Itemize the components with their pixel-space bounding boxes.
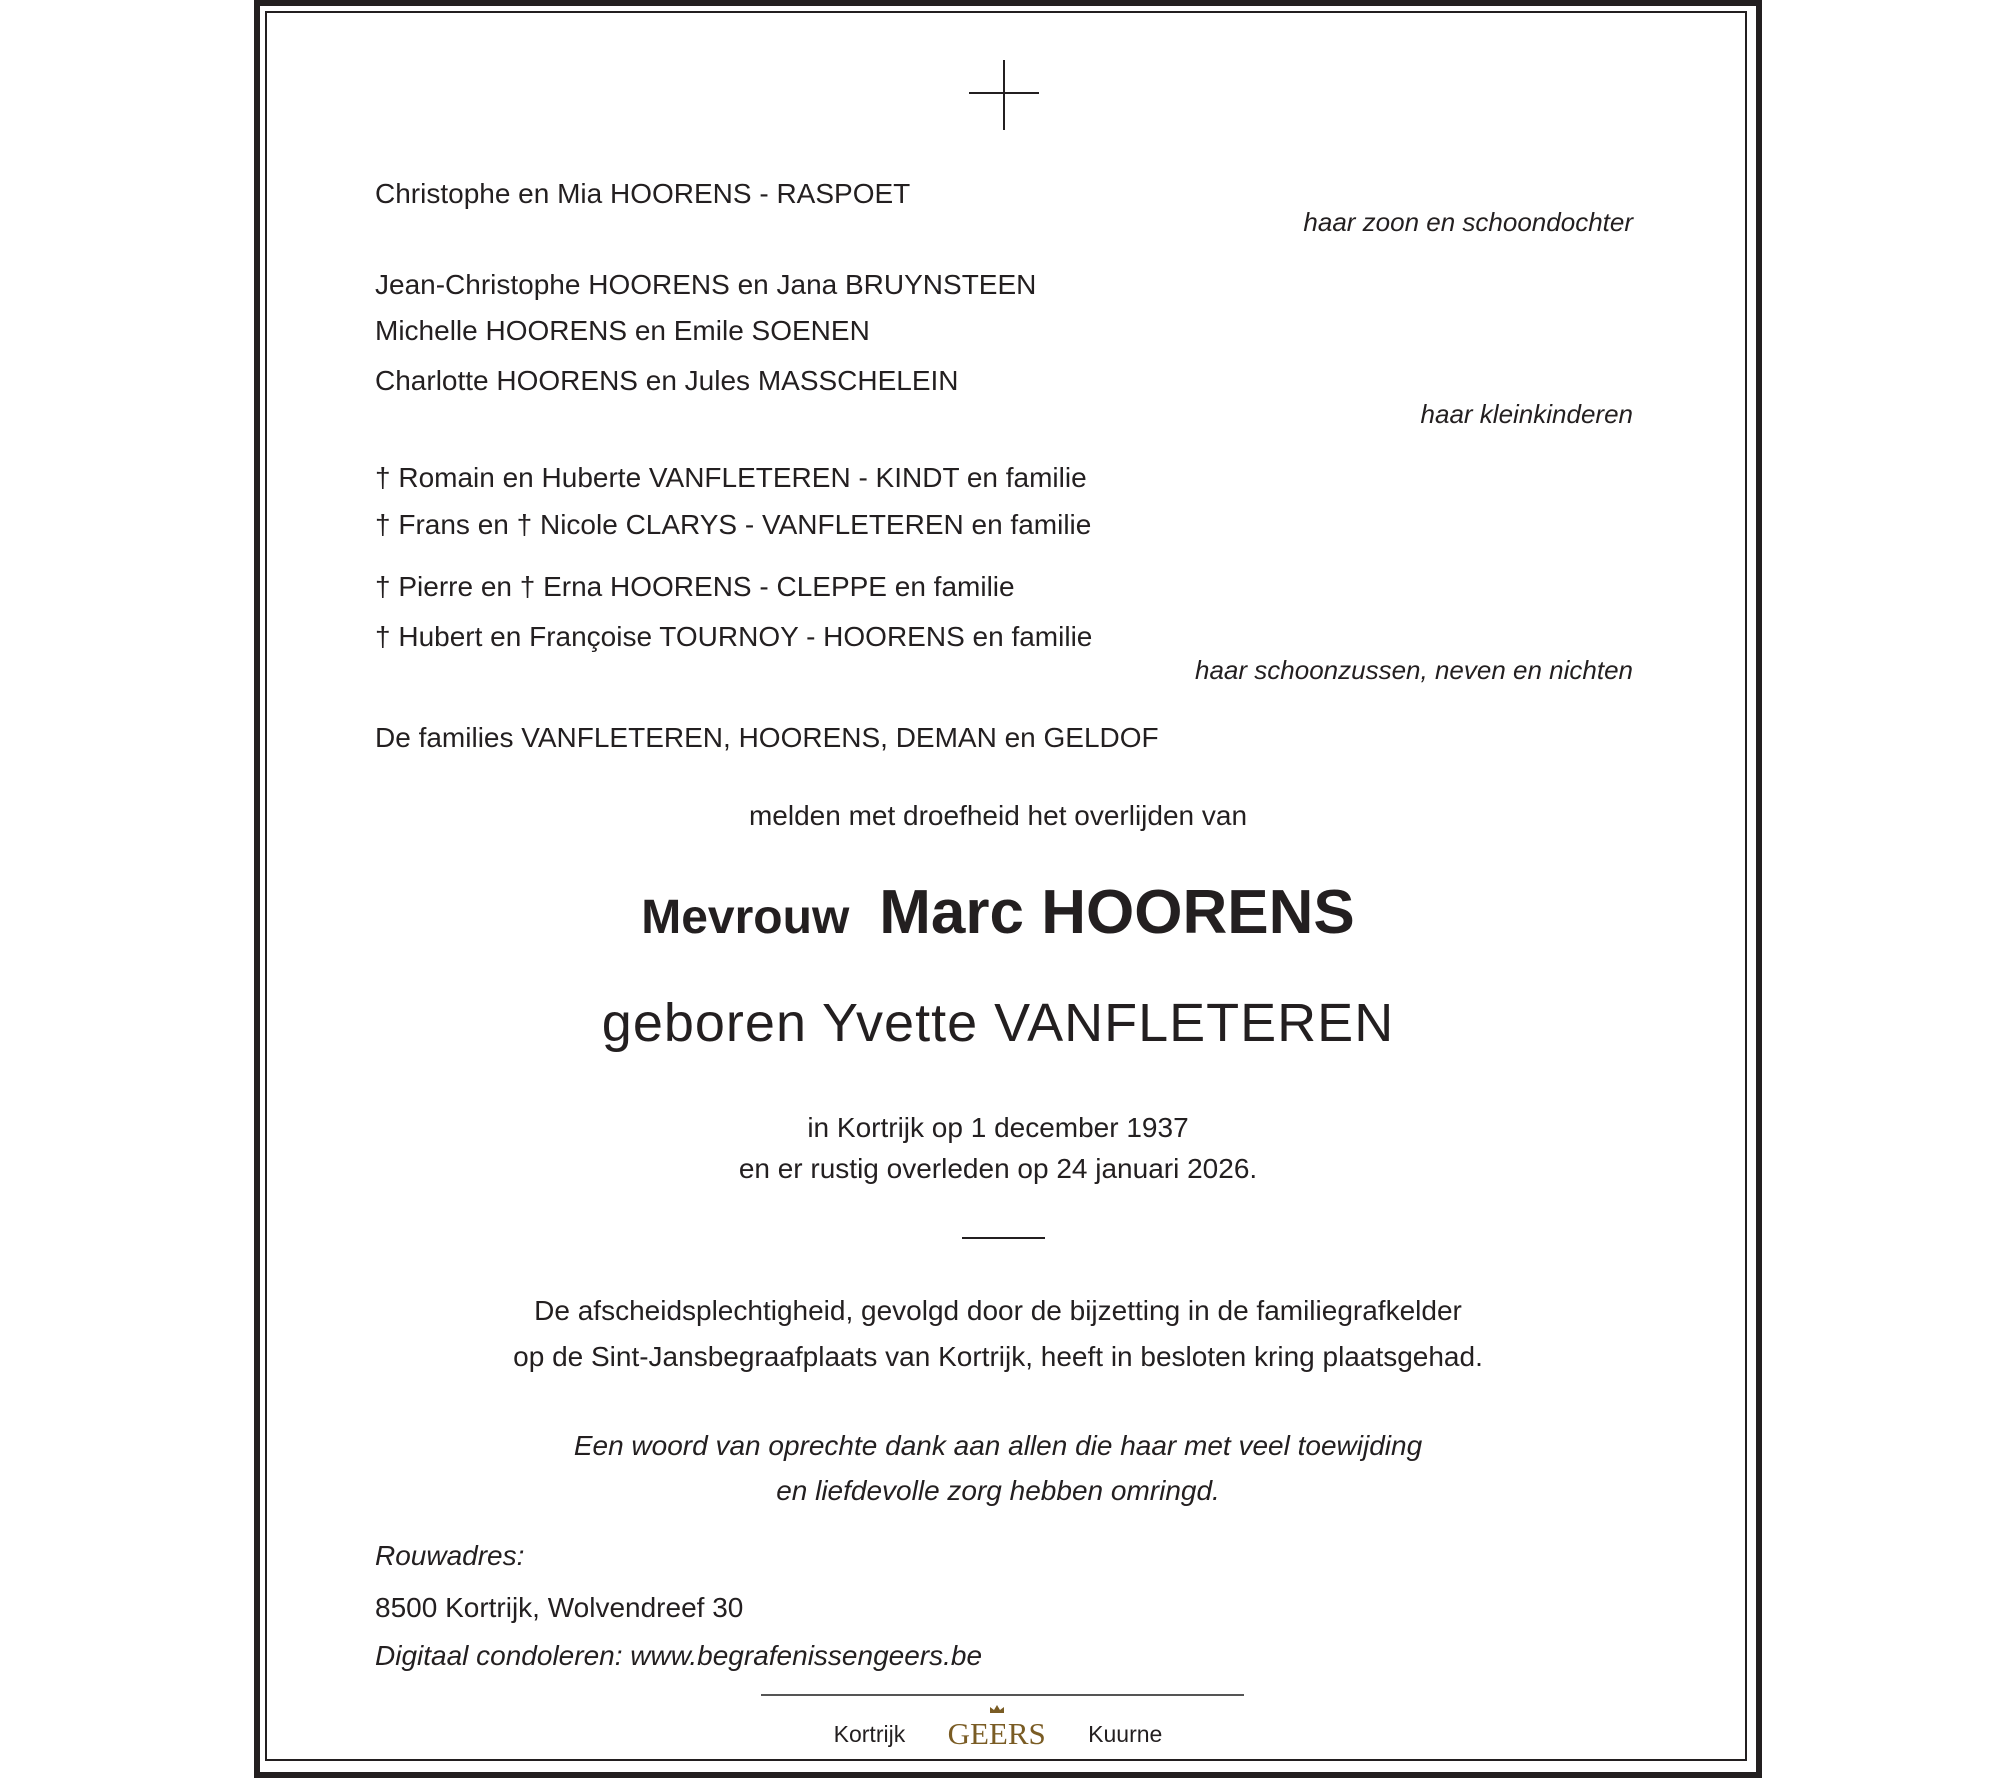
in-law-line: † Frans en † Nicole CLARYS - VANFLETEREN en familie <box>375 509 1092 540</box>
grandchild-line: Charlotte HOORENS en Jules MASSCHELEIN <box>375 365 959 396</box>
address-label: Rouwadres: <box>375 1540 525 1571</box>
deceased-name <box>0 878 1996 953</box>
son-line: Christophe en Mia HOORENS - RASPOET <box>375 178 911 209</box>
thanks-line: Een woord van oprechte dank aan allen die haar met veel toewijding <box>573 1430 1423 1461</box>
logo-text: GEERS <box>947 1715 1046 1751</box>
son-label: haar zoon en schoondochter <box>1303 207 1633 237</box>
condolence-link[interactable]: Digitaal condoleren: www.begrafenissengeers.be <box>375 1640 983 1671</box>
in-law-line: † Romain en Huberte VANFLETEREN - KINDT en familie <box>375 462 1087 493</box>
crown-icon <box>989 1704 1005 1714</box>
in-law-line: † Pierre en † Erna HOORENS - CLEPPE en familie <box>375 571 1015 602</box>
thanks-line: en liefdevolle zorg hebben omringd. <box>776 1475 1220 1506</box>
ceremony-line: De afscheidsplechtigheid, gevolgd door de bijzetting in de familiegrafkelder <box>534 1295 1462 1326</box>
death-date: en er rustig overleden op 24 januari 2026. <box>738 1153 1258 1184</box>
footer-location-left: Kortrijk <box>833 1720 906 1747</box>
in-law-line: † Hubert en Françoise TOURNOY - HOORENS en familie <box>375 621 1093 652</box>
announcement: melden met droefheid het overlijden van <box>748 800 1248 831</box>
grandchild-line: Michelle HOORENS en Emile SOENEN <box>375 315 870 346</box>
in-laws-label: haar schoonzussen, neven en nichten <box>1195 655 1633 685</box>
address-value: 8500 Kortrijk, Wolvendreef 30 <box>375 1592 744 1623</box>
grandchildren-label: haar kleinkinderen <box>1420 399 1633 429</box>
footer-rule <box>761 1694 1244 1696</box>
birth-name: geboren Yvette VANFLETEREN <box>601 993 1395 1053</box>
birth-date: in Kortrijk op 1 december 1937 <box>807 1112 1189 1143</box>
families-line: De families VANFLETEREN, HOORENS, DEMAN en GELDOF <box>375 722 1159 753</box>
footer-location-right: Kuurne <box>1088 1720 1163 1747</box>
footer-logo-row <box>0 1712 1996 1754</box>
ceremony-line: op de Sint-Jansbegraafplaats van Kortrijk, heeft in besloten kring plaatsgehad. <box>513 1341 1483 1372</box>
grandchild-line: Jean-Christophe HOORENS en Jana BRUYNSTEEN <box>375 269 1037 300</box>
deceased-title: Mevrouw <box>641 891 850 944</box>
geers-logo <box>948 1714 1046 1754</box>
deceased-full-name: Marc HOORENS <box>879 878 1355 947</box>
separator <box>962 1237 1045 1239</box>
